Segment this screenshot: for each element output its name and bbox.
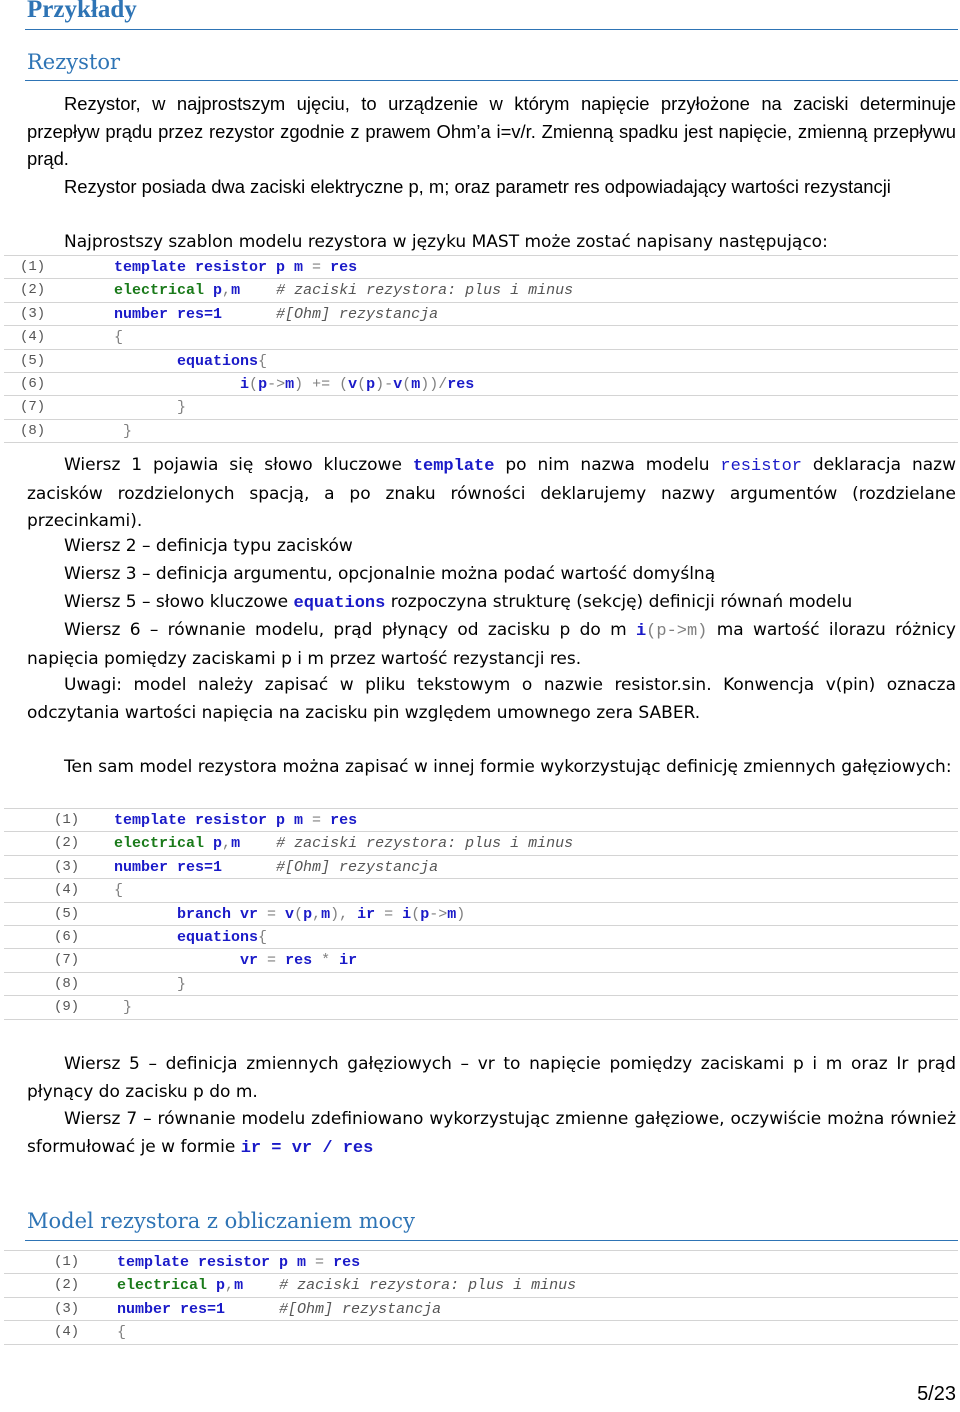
line5-explanation: Wiersz 5 – słowo kluczowe equations rozpoczyna strukturę (sekcję) definicji równań modelu <box>64 592 853 613</box>
terminals-paragraph: Rezystor posiada dwa zaciski elektryczne p, m; oraz parametr res odpowiadający wartości rezystancji <box>64 176 891 197</box>
line-number: (7) <box>20 399 46 416</box>
code-line <box>4 925 958 949</box>
code-line <box>4 808 958 832</box>
code-text: } <box>123 999 133 1017</box>
line-number: (1) <box>54 812 80 828</box>
line-number: (3) <box>20 305 46 322</box>
code-text: electrical p,m # zaciski rezystora: plus i minus <box>114 835 574 853</box>
line-number: (6) <box>54 928 80 945</box>
code-line <box>4 349 958 373</box>
line-number: (7) <box>54 952 80 969</box>
page-heading: Przykłady <box>27 0 137 23</box>
line-number: (1) <box>20 259 46 275</box>
line-number: (5) <box>54 905 80 922</box>
code-line <box>4 855 958 879</box>
code-text: i(p->m) += (v(p)-v(m))/res <box>240 375 475 393</box>
line-number: (4) <box>20 329 46 346</box>
section-rule <box>25 80 958 81</box>
code-line <box>4 278 958 302</box>
code-text: } <box>177 975 187 993</box>
line-number: (2) <box>20 282 46 299</box>
code-text: electrical p,m # zaciski rezystora: plus i minus <box>117 1277 577 1295</box>
code-line <box>4 1297 958 1321</box>
code-text: number res=1 #[Ohm] rezystancja <box>117 1300 442 1318</box>
line-number: (8) <box>20 422 46 439</box>
line-number: (5) <box>20 352 46 369</box>
code-text: template resistor p m = res <box>114 259 358 276</box>
code-line <box>4 948 958 972</box>
code-block-1 <box>4 256 958 443</box>
alternative-form-paragraph: Ten sam model rezystora można zapisać w innej formie wykorzystując definicję zmiennych gałęziowych: <box>64 757 952 777</box>
line-number: (4) <box>54 1324 80 1341</box>
code-text: { <box>114 882 124 900</box>
code-text: } <box>177 399 187 417</box>
code-line <box>4 1250 958 1274</box>
line6-explanation: Wiersz 6 – równanie modelu, prąd płynący od zacisku p do m i(p->m) ma wartość ilorazu różnicy napięcia pomiędzy zaciskami p i m przez wartość rezystancji res. <box>27 620 956 669</box>
line-number: (2) <box>54 1277 80 1294</box>
intro-paragraph: Rezystor, w najprostszym ujęciu, to urządzenie w którym napięcie przyłożone na zaciski determinuje przepływ prądu przez rezystor zgodnie z prawem Ohm’a i=v/r. Zmienną spadku jest napięcie, zmienną przepływu prąd. <box>27 93 956 170</box>
code-text: equations{ <box>177 928 268 946</box>
code-line <box>4 372 958 396</box>
line-number: (1) <box>54 1254 80 1270</box>
remarks-paragraph: Uwagi: model należy zapisać w pliku tekstowym o nazwie resistor.sin. Konwencja v(pin) oznacza odczytania wartości napięcia na zacisku pin względem umownego zera SABER. <box>27 675 956 723</box>
code-line <box>4 419 958 443</box>
code-line <box>4 1273 958 1297</box>
line-number: (8) <box>54 975 80 992</box>
code-block-2 <box>4 809 958 1020</box>
branch-line7-explanation: Wiersz 7 – równanie modelu zdefiniowano wykorzystując zmienne gałęziowe, oczywiście można również sformułować je w formie ir = vr / res <box>27 1109 956 1158</box>
code-line <box>4 302 958 326</box>
code-line <box>4 831 958 855</box>
code-line <box>4 395 958 419</box>
line-number: (3) <box>54 858 80 875</box>
code-text: equations{ <box>177 352 268 370</box>
code-line <box>4 995 958 1019</box>
code-line <box>4 255 958 279</box>
line-number: (6) <box>20 375 46 392</box>
section-title-power-model: Model rezystora z obliczaniem mocy <box>27 1209 415 1233</box>
line-number: (9) <box>54 999 80 1016</box>
code-text: { <box>114 329 124 347</box>
code-text: { <box>117 1324 127 1342</box>
page-number: 5/23 <box>917 1383 956 1405</box>
line3-explanation: Wiersz 3 – definicja argumentu, opcjonalnie można podać wartość domyślną <box>64 564 716 584</box>
line1-explanation: Wiersz 1 pojawia się słowo kluczowe template po nim nazwa modelu resistor deklaracja nazw zacisków rozdzielonych spacją, a po znaku równości deklarujemy nazwy argumentów (rozdzielane przecinkami). <box>27 455 956 532</box>
code-line <box>4 902 958 926</box>
code-text: template resistor p m = res <box>114 812 358 829</box>
line-number: (3) <box>54 1300 80 1317</box>
heading-rule <box>25 29 958 30</box>
code-line <box>4 878 958 902</box>
code-text: electrical p,m # zaciski rezystora: plus i minus <box>114 282 574 300</box>
code-text: number res=1 #[Ohm] rezystancja <box>114 305 439 323</box>
code-line <box>4 1320 958 1344</box>
section-title-rezystor: Rezystor <box>27 50 121 74</box>
line-number: (4) <box>54 882 80 899</box>
code-block-3 <box>4 1251 958 1345</box>
line-number: (2) <box>54 835 80 852</box>
template-intro-paragraph: Najprostszy szablon modelu rezystora w języku MAST może zostać napisany następująco: <box>64 232 828 252</box>
code-text: branch vr = v(p,m), ir = i(p->m) <box>177 905 466 923</box>
branch-line5-explanation: Wiersz 5 – definicja zmiennych gałęziowych – vr to napięcie pomiędzy zaciskami p i m oraz Ir prąd płynący do zacisku p do m. <box>27 1054 956 1102</box>
code-text: template resistor p m = res <box>117 1254 361 1271</box>
code-text: } <box>123 422 133 440</box>
line2-explanation: Wiersz 2 – definicja typu zacisków <box>64 536 353 556</box>
code-text: number res=1 #[Ohm] rezystancja <box>114 858 439 876</box>
section-rule <box>25 1240 958 1241</box>
code-line <box>4 972 958 996</box>
code-line <box>4 325 958 349</box>
code-text: vr = res * ir <box>240 952 358 970</box>
